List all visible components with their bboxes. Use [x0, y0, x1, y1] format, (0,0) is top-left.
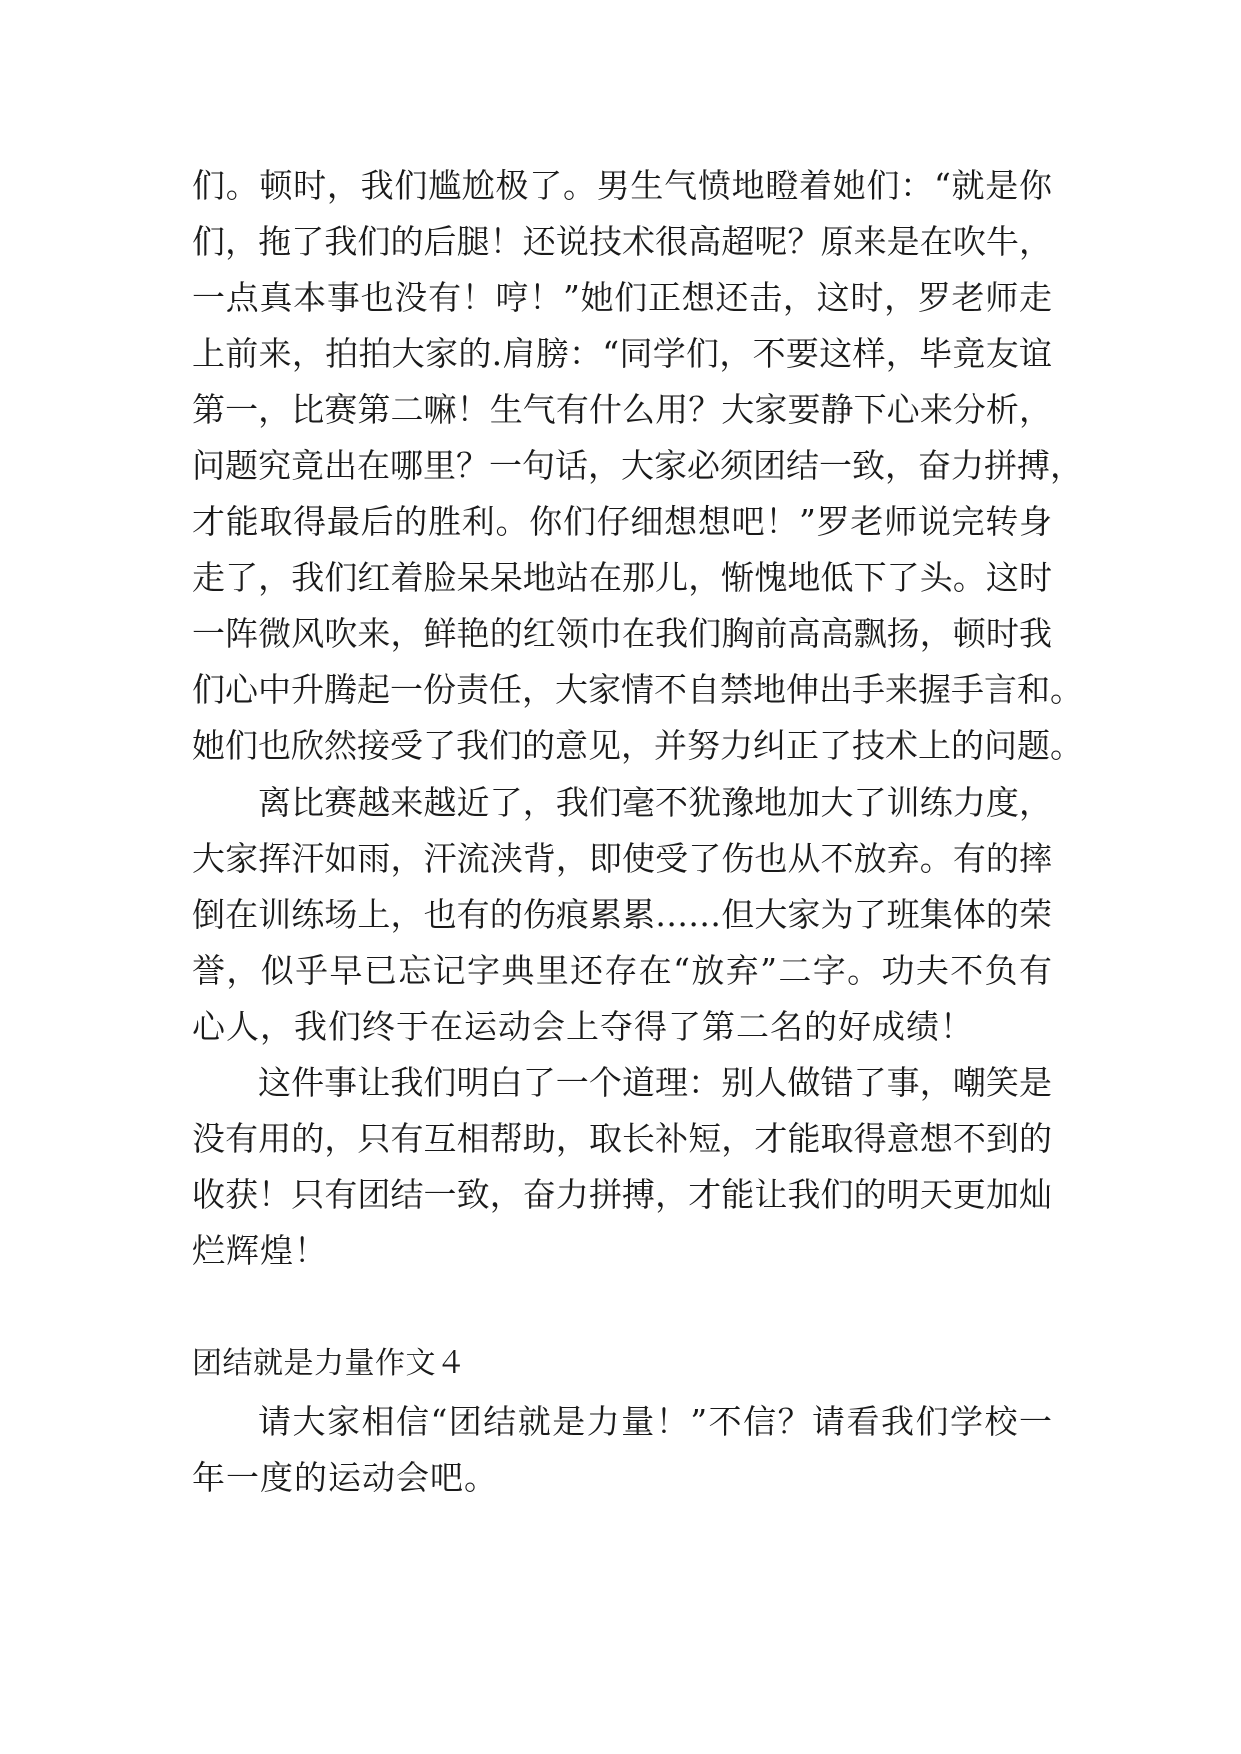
paragraph-first-line: 请大家相信“团结就是力量！”不信？请看我们学校一	[258, 1402, 1052, 1441]
text-line: 走了，我们红着脸呆呆地站在那儿，惭愧地低下了头。这时	[192, 558, 1052, 597]
text-line: 倒在训练场上，也有的伤痕累累……但大家为了班集体的荣	[192, 895, 1052, 934]
text-line: 一阵微风吹来，鲜艳的红领巾在我们胸前高高飘扬，顿时我	[192, 614, 1052, 653]
text-line: 第一，比赛第二嘛！生气有什么用？大家要静下心来分析，	[192, 390, 1052, 429]
text-line: 她们也欣然接受了我们的意见，并努力纠正了技术上的问题。	[192, 726, 1083, 765]
text-line: 没有用的，只有互相帮助，取长补短，才能取得意想不到的	[192, 1119, 1052, 1158]
text-line: 才能取得最后的胜利。你们仔细想想吧！”罗老师说完转身	[192, 502, 1052, 541]
text-line: 誉，似乎早已忘记字典里还存在“放弃”二字。功夫不负有	[192, 951, 1052, 990]
text-line: 收获！只有团结一致，奋力拼搏，才能让我们的明天更加灿	[192, 1175, 1052, 1214]
text-line: 一点真本事也没有！哼！”她们正想还击，这时，罗老师走	[192, 278, 1052, 317]
paragraph-first-line: 离比赛越来越近了，我们毫不犹豫地加大了训练力度，	[258, 783, 1052, 822]
text-line: 上前来，拍拍大家的.肩膀：“同学们，不要这样，毕竟友谊	[192, 334, 1052, 373]
paragraph-first-line: 这件事让我们明白了一个道理：别人做错了事，嘲笑是	[258, 1063, 1052, 1102]
text-line: 大家挥汗如雨，汗流浃背，即使受了伤也从不放弃。有的摔	[192, 839, 1052, 878]
text-line: 们。顿时，我们尴尬极了。男生气愤地瞪着她们：“就是你	[192, 166, 1052, 205]
text-line: 们心中升腾起一份责任，大家情不自禁地伸出手来握手言和。	[192, 670, 1083, 709]
text-line: 年一度的运动会吧。	[192, 1458, 498, 1497]
text-line: 问题究竟出在哪里？一句话，大家必须团结一致，奋力拼搏，	[192, 446, 1083, 485]
section-heading: 团结就是力量作文４	[192, 1346, 467, 1381]
text-line: 们，拖了我们的后腿！还说技术很高超呢？原来是在吹牛，	[192, 222, 1052, 261]
text-line: 心人，我们终于在运动会上夺得了第二名的好成绩！	[192, 1007, 974, 1046]
text-line: 烂辉煌！	[192, 1231, 328, 1270]
